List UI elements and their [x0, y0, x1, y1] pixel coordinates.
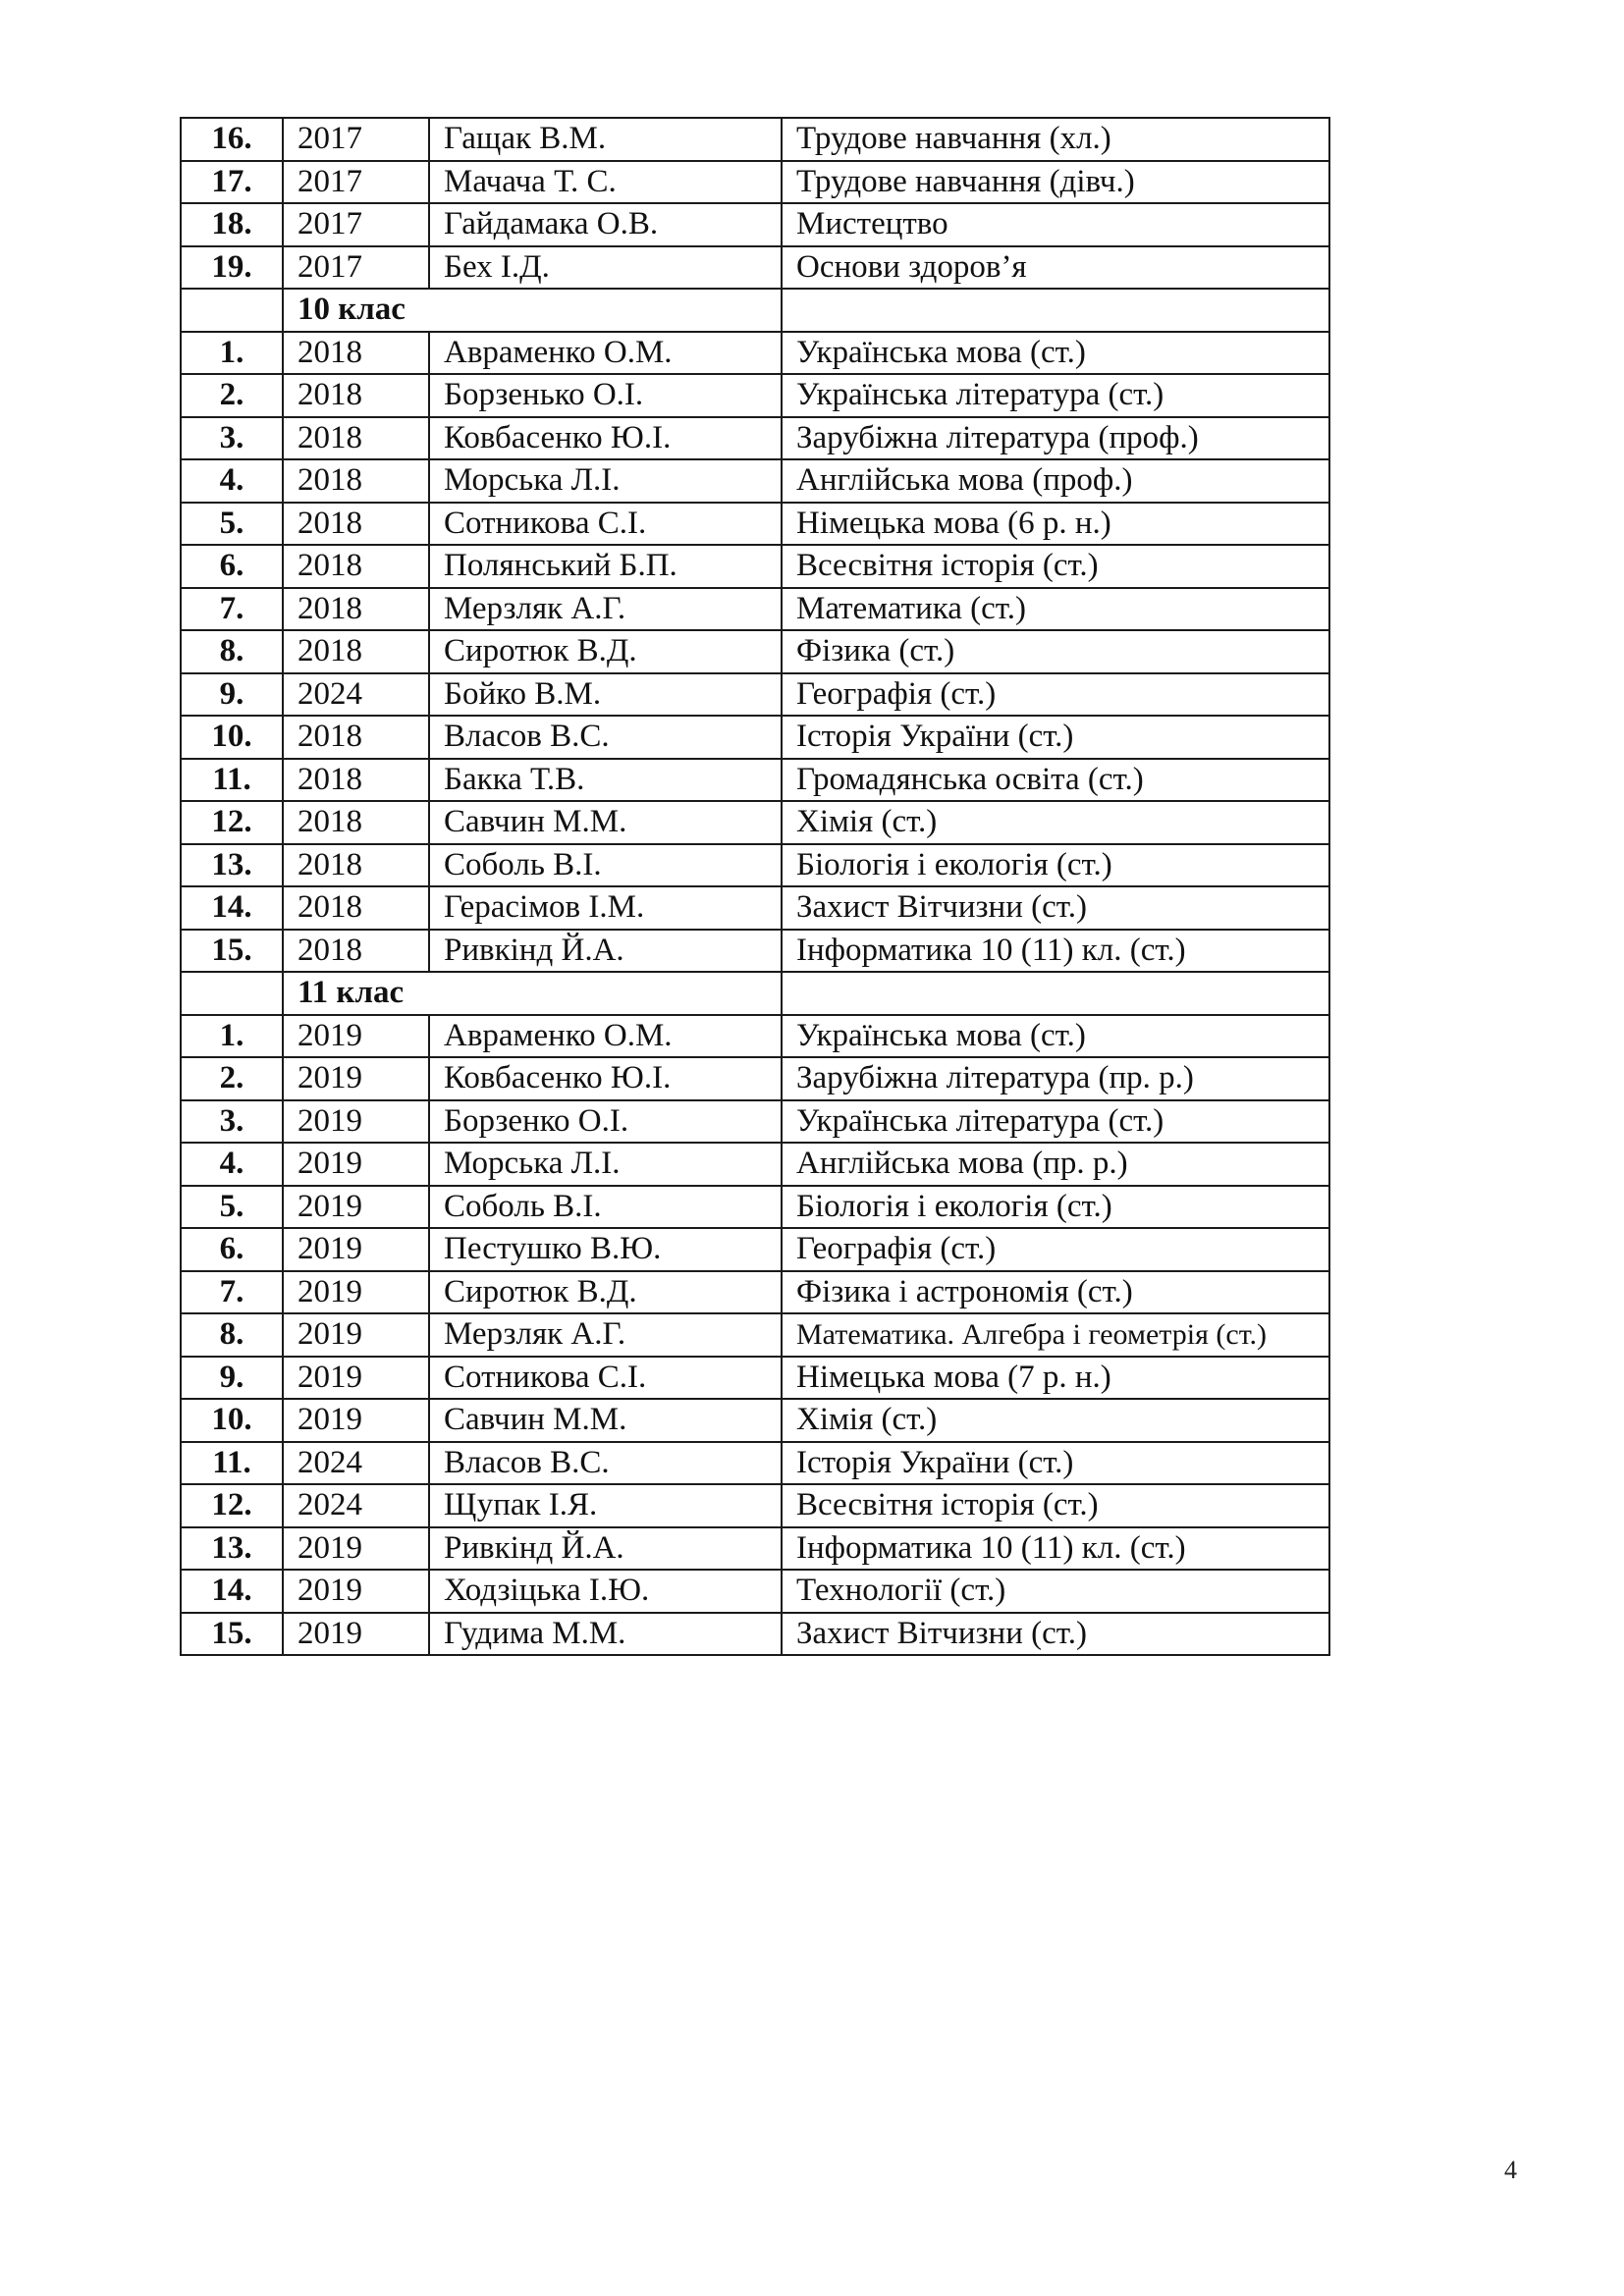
row-number: 15. [181, 1613, 283, 1656]
row-author: Савчин М.М. [429, 801, 782, 844]
row-year: 2018 [283, 801, 429, 844]
row-subject: Біологія і екологія (ст.) [782, 844, 1329, 887]
row-year: 2019 [283, 1100, 429, 1144]
table-body [181, 118, 1329, 1655]
section-title: 10 клас [283, 289, 782, 332]
row-number: 15. [181, 930, 283, 973]
row-subject: Трудове навчання (дівч.) [782, 161, 1329, 204]
row-number: 19. [181, 246, 283, 290]
row-year: 2019 [283, 1399, 429, 1442]
row-subject: Українська мова (ст.) [782, 1015, 1329, 1058]
row-author: Мерзляк А.Г. [429, 1313, 782, 1357]
row-number: 8. [181, 1313, 283, 1357]
row-author: Морська Л.І. [429, 459, 782, 503]
row-author: Ривкінд Й.А. [429, 1527, 782, 1571]
row-subject: Мистецтво [782, 203, 1329, 246]
row-year: 2019 [283, 1057, 429, 1100]
row-subject: Зарубіжна література (пр. р.) [782, 1057, 1329, 1100]
page-number: 4 [1504, 2156, 1517, 2184]
row-number: 5. [181, 1186, 283, 1229]
row-author: Соболь В.І. [429, 1186, 782, 1229]
section-empty-cell [782, 289, 1329, 332]
row-subject: Всесвітня історія (ст.) [782, 1484, 1329, 1527]
row-number: 5. [181, 503, 283, 546]
row-author: Сиротюк В.Д. [429, 1271, 782, 1314]
row-year: 2018 [283, 332, 429, 375]
row-year: 2019 [283, 1015, 429, 1058]
row-author: Бех І.Д. [429, 246, 782, 290]
table-row [181, 246, 1329, 290]
row-number: 13. [181, 1527, 283, 1571]
row-author: Ходзіцька І.Ю. [429, 1570, 782, 1613]
section-empty-cell [181, 972, 283, 1015]
row-subject: Технології (ст.) [782, 1570, 1329, 1613]
row-author: Борзенько О.І. [429, 374, 782, 417]
table-row [181, 1570, 1329, 1613]
row-number: 6. [181, 1228, 283, 1271]
table-row [181, 1442, 1329, 1485]
table-row [181, 1357, 1329, 1400]
row-number: 11. [181, 1442, 283, 1485]
table-row [181, 1313, 1329, 1357]
row-subject: Українська література (ст.) [782, 374, 1329, 417]
row-author: Щупак І.Я. [429, 1484, 782, 1527]
row-subject: Німецька мова (7 р. н.) [782, 1357, 1329, 1400]
row-subject: Захист Вітчизни (ст.) [782, 886, 1329, 930]
row-author: Полянський Б.П. [429, 545, 782, 588]
row-subject: Географія (ст.) [782, 673, 1329, 717]
row-year: 2024 [283, 673, 429, 717]
table-row [181, 1057, 1329, 1100]
table-row [181, 588, 1329, 631]
row-author: Ковбасенко Ю.І. [429, 417, 782, 460]
row-subject: Німецька мова (6 р. н.) [782, 503, 1329, 546]
row-number: 12. [181, 801, 283, 844]
section-empty-cell [181, 289, 283, 332]
section-header-row [181, 972, 1329, 1015]
row-author: Гайдамака О.В. [429, 203, 782, 246]
row-number: 13. [181, 844, 283, 887]
table-row [181, 417, 1329, 460]
row-year: 2019 [283, 1228, 429, 1271]
row-author: Власов В.С. [429, 716, 782, 759]
row-author: Ковбасенко Ю.І. [429, 1057, 782, 1100]
row-number: 12. [181, 1484, 283, 1527]
section-header-row [181, 289, 1329, 332]
row-year: 2019 [283, 1527, 429, 1571]
row-author: Гащак В.М. [429, 118, 782, 161]
row-author: Сотникова С.І. [429, 503, 782, 546]
row-year: 2018 [283, 759, 429, 802]
table-row [181, 1228, 1329, 1271]
row-number: 3. [181, 417, 283, 460]
table-row [181, 374, 1329, 417]
table-row [181, 1527, 1329, 1571]
row-subject: Біологія і екологія (ст.) [782, 1186, 1329, 1229]
row-year: 2017 [283, 246, 429, 290]
table-row [181, 545, 1329, 588]
row-number: 16. [181, 118, 283, 161]
table-row [181, 930, 1329, 973]
row-subject: Інформатика 10 (11) кл. (ст.) [782, 1527, 1329, 1571]
row-author: Морська Л.І. [429, 1143, 782, 1186]
row-year: 2018 [283, 545, 429, 588]
row-year: 2018 [283, 886, 429, 930]
row-subject: Математика. Алгебра і геометрія (ст.) [782, 1313, 1329, 1357]
row-year: 2018 [283, 716, 429, 759]
table-row [181, 161, 1329, 204]
table-row [181, 459, 1329, 503]
row-author: Соболь В.І. [429, 844, 782, 887]
row-year: 2017 [283, 118, 429, 161]
row-year: 2019 [283, 1357, 429, 1400]
row-author: Мерзляк А.Г. [429, 588, 782, 631]
row-subject: Хімія (ст.) [782, 1399, 1329, 1442]
table-row [181, 886, 1329, 930]
row-year: 2017 [283, 161, 429, 204]
row-number: 10. [181, 1399, 283, 1442]
row-year: 2019 [283, 1143, 429, 1186]
row-year: 2019 [283, 1570, 429, 1613]
table-row [181, 630, 1329, 673]
row-subject: Громадянська освіта (ст.) [782, 759, 1329, 802]
row-year: 2018 [283, 459, 429, 503]
row-number: 4. [181, 459, 283, 503]
row-subject: Захист Вітчизни (ст.) [782, 1613, 1329, 1656]
table-row [181, 203, 1329, 246]
table-row [181, 1399, 1329, 1442]
row-year: 2018 [283, 417, 429, 460]
row-number: 10. [181, 716, 283, 759]
row-author: Сиротюк В.Д. [429, 630, 782, 673]
row-subject: Математика (ст.) [782, 588, 1329, 631]
row-author: Сотникова С.І. [429, 1357, 782, 1400]
row-subject: Трудове навчання (хл.) [782, 118, 1329, 161]
table-row [181, 503, 1329, 546]
row-number: 17. [181, 161, 283, 204]
row-author: Власов В.С. [429, 1442, 782, 1485]
table-row [181, 1015, 1329, 1058]
row-year: 2019 [283, 1186, 429, 1229]
row-author: Борзенко О.І. [429, 1100, 782, 1144]
row-year: 2019 [283, 1271, 429, 1314]
table-row [181, 332, 1329, 375]
row-subject: Географія (ст.) [782, 1228, 1329, 1271]
row-number: 4. [181, 1143, 283, 1186]
row-number: 9. [181, 673, 283, 717]
table-row [181, 844, 1329, 887]
row-author: Герасімов І.М. [429, 886, 782, 930]
row-year: 2018 [283, 503, 429, 546]
table-row [181, 1271, 1329, 1314]
row-author: Мачача Т. С. [429, 161, 782, 204]
row-subject: Зарубіжна література (проф.) [782, 417, 1329, 460]
row-author: Ривкінд Й.А. [429, 930, 782, 973]
row-number: 9. [181, 1357, 283, 1400]
table-row [181, 716, 1329, 759]
row-year: 2017 [283, 203, 429, 246]
table-row [181, 1100, 1329, 1144]
row-year: 2018 [283, 844, 429, 887]
row-subject: Англійська мова (пр. р.) [782, 1143, 1329, 1186]
row-number: 7. [181, 588, 283, 631]
row-subject: Інформатика 10 (11) кл. (ст.) [782, 930, 1329, 973]
row-year: 2024 [283, 1442, 429, 1485]
table-row [181, 1143, 1329, 1186]
row-author: Савчин М.М. [429, 1399, 782, 1442]
row-subject: Англійська мова (проф.) [782, 459, 1329, 503]
row-year: 2019 [283, 1613, 429, 1656]
row-number: 3. [181, 1100, 283, 1144]
row-subject: Українська література (ст.) [782, 1100, 1329, 1144]
row-number: 1. [181, 332, 283, 375]
row-subject: Фізика і астрономія (ст.) [782, 1271, 1329, 1314]
row-year: 2018 [283, 374, 429, 417]
row-number: 7. [181, 1271, 283, 1314]
row-subject: Історія України (ст.) [782, 716, 1329, 759]
row-year: 2024 [283, 1484, 429, 1527]
row-year: 2019 [283, 1313, 429, 1357]
row-subject: Хімія (ст.) [782, 801, 1329, 844]
row-author: Авраменко О.М. [429, 332, 782, 375]
row-number: 6. [181, 545, 283, 588]
row-number: 14. [181, 1570, 283, 1613]
row-author: Гудима М.М. [429, 1613, 782, 1656]
row-number: 8. [181, 630, 283, 673]
table-row [181, 1613, 1329, 1656]
row-author: Бакка Т.В. [429, 759, 782, 802]
section-empty-cell [782, 972, 1329, 1015]
row-year: 2018 [283, 630, 429, 673]
table-row [181, 1186, 1329, 1229]
table-row [181, 759, 1329, 802]
row-number: 18. [181, 203, 283, 246]
row-subject: Всесвітня історія (ст.) [782, 545, 1329, 588]
row-number: 2. [181, 1057, 283, 1100]
table-row [181, 673, 1329, 717]
section-title: 11 клас [283, 972, 782, 1015]
row-number: 2. [181, 374, 283, 417]
table-row [181, 1484, 1329, 1527]
row-year: 2018 [283, 588, 429, 631]
textbook-table [180, 117, 1330, 1656]
row-subject: Історія України (ст.) [782, 1442, 1329, 1485]
row-author: Бойко В.М. [429, 673, 782, 717]
row-subject: Українська мова (ст.) [782, 332, 1329, 375]
table-row [181, 801, 1329, 844]
row-number: 1. [181, 1015, 283, 1058]
row-year: 2018 [283, 930, 429, 973]
row-subject: Основи здоров’я [782, 246, 1329, 290]
row-number: 11. [181, 759, 283, 802]
table-row [181, 118, 1329, 161]
row-author: Пестушко В.Ю. [429, 1228, 782, 1271]
row-number: 14. [181, 886, 283, 930]
row-author: Авраменко О.М. [429, 1015, 782, 1058]
row-subject: Фізика (ст.) [782, 630, 1329, 673]
